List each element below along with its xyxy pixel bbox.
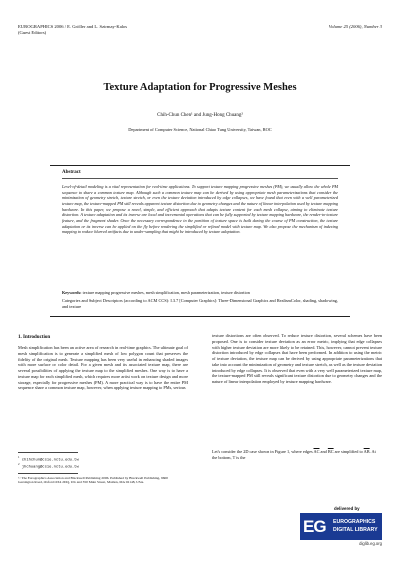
affiliation: Department of Computer Science, National Chiao Tung University, Taiwan, ROC bbox=[128, 127, 272, 132]
volume-info: Volume 25 (2006), Number 3 bbox=[328, 24, 382, 29]
eg-logo-icon: EG bbox=[303, 517, 326, 536]
badge-url-link[interactable]: diglib.eg.org bbox=[359, 541, 382, 546]
journal-header bbox=[18, 24, 127, 36]
badge-title: EUROGRAPHICS bbox=[333, 519, 376, 525]
figure-reference-paragraph bbox=[212, 449, 382, 461]
abstract-divider bbox=[62, 178, 338, 179]
journal-line: EUROGRAPHICS 2006 / E. Gröller and L. Szirmay-Kalos bbox=[18, 24, 128, 29]
keywords-label: Keywords: bbox=[62, 290, 82, 295]
intro-column-left: Mesh simplification has been an active area of research in real-time graphics. The ultimate goal of mesh simplification is to generate a simplified mesh of low polygon count that preserves the fidelity of the original mesh. Texture mapping has been very useful in enhancing shaded images with more surface or color detail. For a given mesh and its associated texture map, there are several possibilities of applying the texture map to the simplified meshes. One way is to have a texture map for each simplified mesh, which requires more artist work on texture design and more storage, especially for progressive meshes (PM). A more practical way is to have the entire PM sequence share a common texture map, however, when applying texture mapping to PMs, serious bbox=[18, 345, 188, 391]
abstract-text: Level-of-detail modeling is a vital representation for real-time applications. To support texture mapping progressive meshes (PM), we usually allow the whole PM sequence to share a common texture map. Although such a common texture map can be derived by using appropriate mesh parameterizations that consider the minimization of geometry stretch, texture stretch, or even the texture deviation introduced by edge collapses, we have found that even with a well parameterized texture map, the texture-mapped PM still reveals apparent texture distortion due to geometry changes and the nature of linear interpolation used by texture mapping hardware. In this paper, we propose a novel, simple, and efficient approach that adapts texture content for each mesh collapse, aiming to eliminate texture distortion. A texture adaptation and its inverse are local and incremental operations that can be fully supported by texture mapping hardware, the render-to-texture feature, and the fragment shader. Once the necessary correspondence in the partition of texture space is built during the course of PM construction, the texture adaptation or its inverse can be applied on the fly before rendering the simplified or refined model with texture map. We also propose the mechanism of indexing mapping to reduce blurred artifacts due to under-sampling that might be introduced by texture adaptation. bbox=[62, 184, 338, 235]
keywords bbox=[62, 290, 338, 296]
badge-subtitle: DIGITAL LIBRARY bbox=[333, 527, 378, 533]
paragraph-text: are simplified to bbox=[333, 449, 364, 454]
segment-ac: $\overline{AC}$ bbox=[313, 449, 320, 454]
paragraph-text: and bbox=[319, 449, 328, 454]
footnote-email-2[interactable] bbox=[18, 462, 79, 469]
guest-editors-line: (Guest Editors) bbox=[18, 30, 47, 35]
segment-ab: $\overline{AB}$ bbox=[363, 449, 370, 454]
segment-bc: $\overline{BC}$ bbox=[327, 449, 334, 454]
copyright-divider bbox=[18, 473, 78, 474]
footnote-divider bbox=[18, 452, 78, 453]
eurographics-library-badge[interactable] bbox=[300, 505, 382, 548]
paragraph-text: . At the bottom, T is the bbox=[212, 449, 376, 460]
copyright-notice: © The Eurographics Association and Blackwell Publishing 2006. Published by Blackwell Publishing, 9600 Garsington Road, Oxford OX4 2DQ, UK and 350 Main Street, Malden, MA 02148, USA. bbox=[18, 476, 168, 485]
paper-title: Texture Adaptation for Progressive Meshes bbox=[103, 82, 297, 93]
delivered-by-label: delivered by bbox=[334, 506, 360, 511]
paragraph-text: Let's consider the 2D case shown in Figure 1, where edges bbox=[212, 449, 314, 454]
footnote-mark: 2 bbox=[18, 462, 20, 466]
intro-column-right: texture distortions are often observed. To reduce texture distortion, several schemes have been proposed. One is to consider texture deviation as an error metric, implying that edge collapses with higher texture deviation are more likely to be retained. This, however, cannot prevent texture distortion introduced by edge collapses that have been performed. In addition to using the metric of texture deviation, the texture map can be derived by using appropriate parameterizations that take into account the minimization of geometry and texture stretch, as well as the texture deviation introduced by edge collapses. It is observed that even with a very well parameterized texture map, the texture-mapped PM still reveals significant texture distortion due to geometry changes and the nature of linear interpolation employed by texture mapping hardware. bbox=[212, 333, 382, 384]
abstract-heading: Abstract bbox=[62, 170, 81, 175]
footnote-mark: 1 bbox=[18, 455, 20, 459]
author-list: Chih-Chun Chen¹ and Jung-Hong Chuang² bbox=[157, 113, 243, 118]
email-text[interactable]: jhchuang@csie.nctu.edu.tw bbox=[21, 465, 79, 470]
acm-categories: Categories and Subject Descriptors (according to ACM CCS): I.3.7 [Computer Graphics]: Three-Dimensional Graphics and RealismColor, shading, shadowing, and texture bbox=[62, 298, 338, 309]
keywords-text: texture mapping progressive meshes, mesh simplification, mesh parameterization, texture distortion bbox=[82, 290, 250, 295]
badge-panel bbox=[300, 513, 382, 540]
email-text[interactable]: chihchun@csie.nctu.edu.tw bbox=[21, 458, 79, 463]
section-heading-introduction: 1. Introduction bbox=[18, 335, 51, 340]
